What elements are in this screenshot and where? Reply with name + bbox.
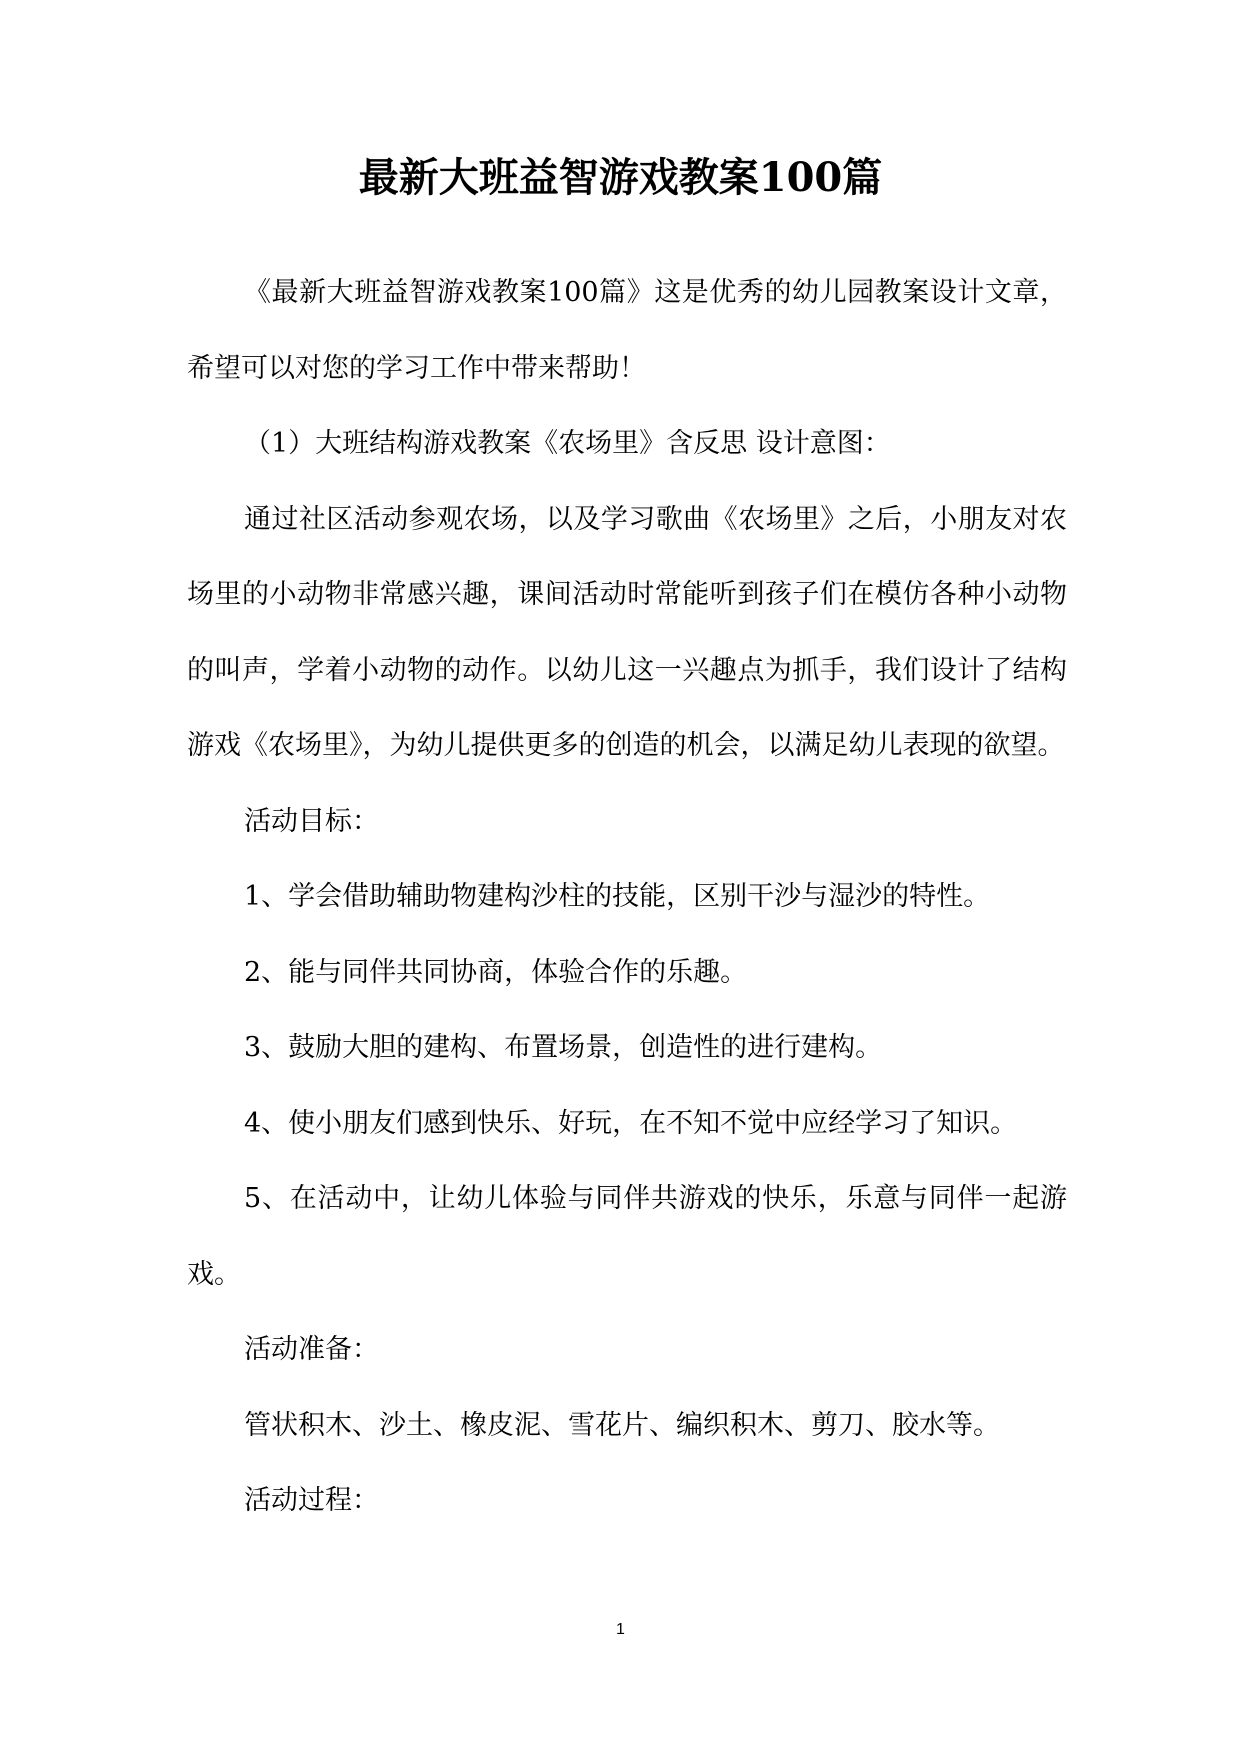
goal-item-1: 1、学会借助辅助物建构沙柱的技能，区别干沙与湿沙的特性。 <box>244 881 991 912</box>
paragraph-process-heading: 活动过程： <box>244 1485 379 1516</box>
paragraph-materials: 管状积木、沙土、橡皮泥、雪花片、编织积木、剪刀、胶水等。 <box>244 1409 1000 1441</box>
paragraph-preparation-heading: 活动准备： <box>244 1334 379 1365</box>
paragraph-intro: 《最新大班益智游戏教案100篇》这是优秀的幼儿园教案设计文章，希望可以对您的学习工作中带来帮助！ <box>187 277 1067 384</box>
goal-item-3: 3、鼓励大胆的建构、布置场景，创造性的进行建构。 <box>244 1032 883 1063</box>
goal-item-2: 2、能与同伴共同协商，体验合作的乐趣。 <box>244 956 748 988</box>
goal-item-4: 4、使小朋友们感到快乐、好玩，在不知不觉中应经学习了知识。 <box>244 1107 1018 1139</box>
goal-item-5: 5、在活动中，让幼儿体验与同伴共游戏的快乐，乐意与同伴一起游戏。 <box>187 1183 1067 1290</box>
document-title: 最新大班益智游戏教案100篇 <box>358 154 883 201</box>
document-body <box>187 255 1067 1539</box>
page-number: 1 <box>616 1621 625 1638</box>
paragraph-section-heading: （1）大班结构游戏教案《农场里》含反思 设计意图： <box>244 428 891 459</box>
paragraph-design-intent: 通过社区活动参观农场，以及学习歌曲《农场里》之后，小朋友对农场里的小动物非常感兴趣，课间活动时常能听到孩子们在模仿各种小动物的叫声，学着小动物的动作。以幼儿这一兴趣点为抓手，我们设计了结构游戏《农场里》，为幼儿提供更多的创造的机会，以满足幼儿表现的欲望。 <box>187 503 1067 761</box>
paragraph-goals-heading: 活动目标： <box>244 805 379 837</box>
